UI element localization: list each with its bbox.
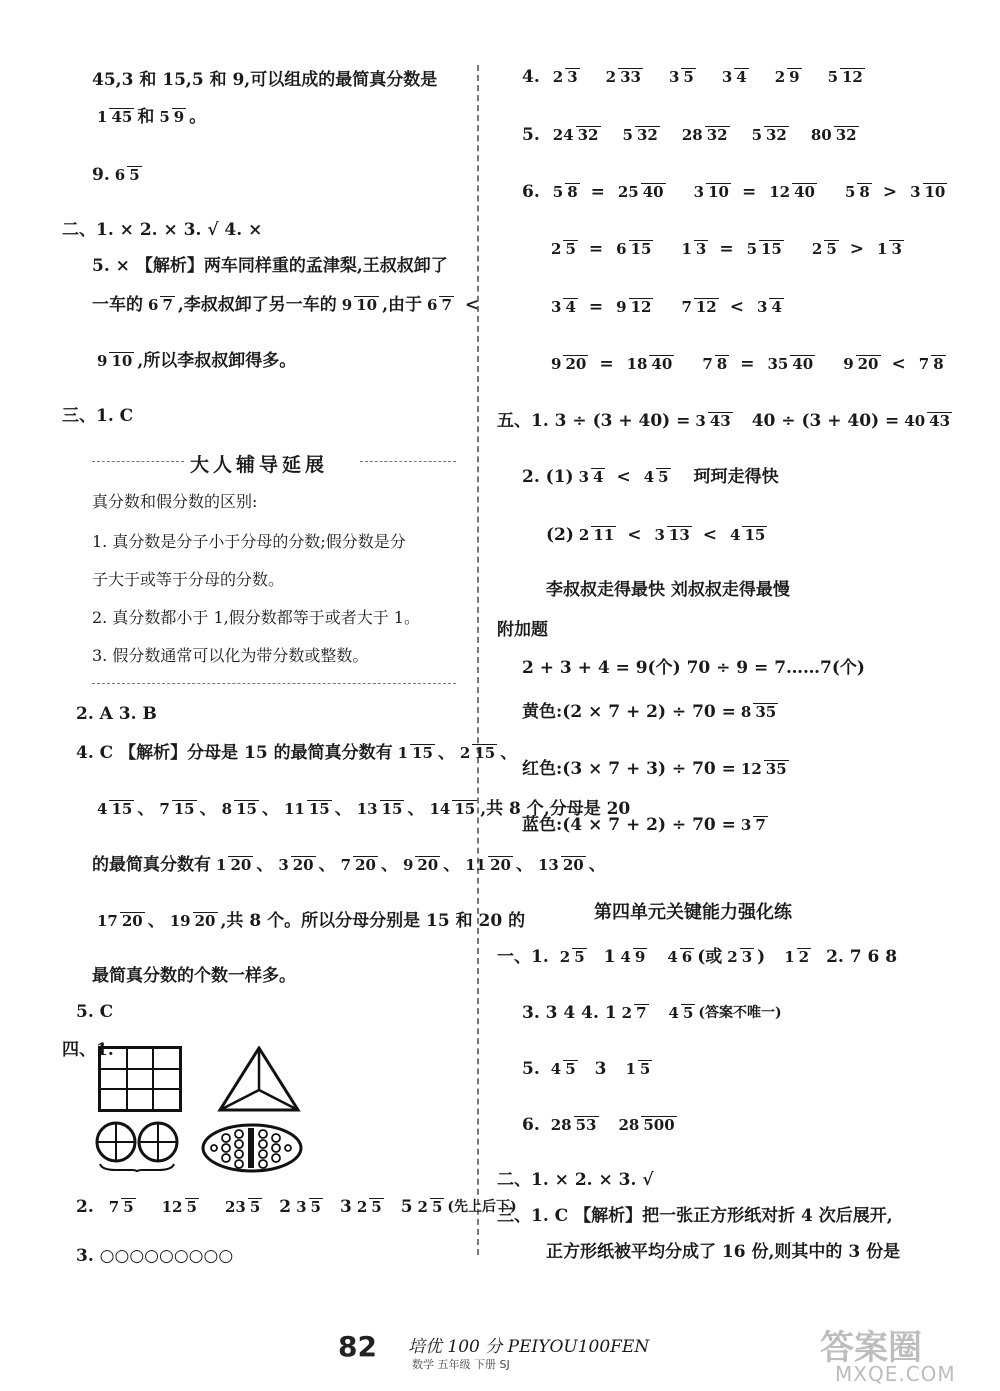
text: ,所以李叔叔卸得多。 bbox=[137, 350, 297, 371]
fraction: 1 2 bbox=[784, 948, 810, 966]
text: 40 ÷ (3 + 40) = bbox=[751, 410, 900, 431]
q5c bbox=[76, 1004, 113, 1021]
text: 李叔叔走得最快 刘叔叔走得最慢 bbox=[546, 580, 790, 600]
dash-bottom bbox=[92, 683, 456, 684]
q4-line-d bbox=[92, 912, 525, 931]
fraction: 3 4 bbox=[721, 68, 747, 86]
fraction: 9 20 bbox=[402, 856, 439, 874]
fraction: 1 45 bbox=[97, 108, 133, 126]
u-sec3-b bbox=[546, 1244, 900, 1261]
fraction: 1 5 bbox=[625, 1060, 651, 1078]
dash-right bbox=[360, 461, 456, 462]
text: 和 bbox=[137, 106, 155, 127]
fraction: 7 12 bbox=[681, 298, 717, 316]
text: 、 bbox=[516, 854, 533, 875]
fraction: 5 32 bbox=[622, 126, 658, 144]
fraction: 1 3 bbox=[681, 240, 707, 258]
text: 、 bbox=[334, 798, 352, 819]
left-line-1 bbox=[92, 72, 437, 89]
fraction: 2 5 bbox=[356, 1198, 382, 1216]
fraction: 3 4 bbox=[757, 298, 782, 316]
q2-left: 2. 7 5 12 5 23 5 2 3 5 3 2 5 5 2 5 (先上后下) bbox=[76, 1196, 517, 1217]
text: 第四单元关键能力强化练 bbox=[594, 902, 792, 923]
tutor-2 bbox=[92, 534, 406, 550]
text: 2. (1) bbox=[522, 466, 574, 487]
triangle-figure bbox=[216, 1046, 302, 1114]
text: 黄色:(2 × 7 + 2) ÷ 70 = bbox=[522, 701, 736, 722]
r-q2-1: 2. (1) 3 4 < 4 5 珂珂走得快 bbox=[522, 466, 779, 487]
fraction: 12 40 bbox=[769, 183, 815, 201]
fraction: 2 7 bbox=[621, 1004, 647, 1022]
text: 5. × 【解析】两车同样重的孟津梨,王叔叔卸了 bbox=[92, 256, 448, 276]
fraction: 3 10 bbox=[910, 183, 946, 201]
tutor-4 bbox=[92, 610, 420, 626]
fraction: 5 15 bbox=[746, 240, 782, 258]
fraction: 11 20 bbox=[465, 856, 511, 874]
fraction: 19 20 bbox=[169, 912, 216, 930]
fraction: 1 3 bbox=[877, 240, 902, 258]
text: ) bbox=[757, 946, 766, 967]
r-q6-2: 2 5 = 6 15 1 3 = 5 15 2 5 > 1 3 bbox=[551, 238, 902, 259]
r-sec5 bbox=[497, 412, 955, 431]
fraction: 28 53 bbox=[550, 1116, 597, 1134]
u-q5 bbox=[522, 1060, 655, 1079]
fraction: 9 20 bbox=[843, 355, 879, 373]
fraction: 2 33 bbox=[605, 68, 641, 86]
text: 、 bbox=[147, 910, 165, 931]
text: 五、1. 3 ÷ (3 + 40) = bbox=[497, 410, 691, 431]
r-q6-1: 6. 5 8 = 25 40 3 10 = 12 40 5 8 > 3 10 bbox=[522, 181, 946, 202]
unit4-title bbox=[594, 904, 792, 922]
fraction: 6 15 bbox=[616, 240, 652, 258]
text: 2. 真分数都小于 1,假分数都等于或者大于 1。 bbox=[92, 608, 420, 627]
u-sec3-a bbox=[497, 1208, 893, 1225]
grid-figure bbox=[98, 1046, 182, 1112]
fraction: 9 10 bbox=[97, 352, 133, 370]
text: 三、1. C 【解析】把一张正方形纸对折 4 次后展开, bbox=[497, 1206, 893, 1226]
text: 三、1. C bbox=[62, 406, 134, 426]
text: 珂珂走得快 bbox=[693, 466, 779, 487]
fraction: 12 5 bbox=[161, 1198, 197, 1216]
fraction: 4 15 bbox=[730, 526, 766, 544]
fraction: 35 40 bbox=[767, 355, 814, 373]
fraction: 8 15 bbox=[221, 800, 257, 818]
fraction: 4 15 bbox=[97, 800, 133, 818]
text: 、 bbox=[588, 854, 606, 875]
fraction: 11 15 bbox=[283, 800, 330, 818]
text: 2. A 3. B bbox=[76, 704, 157, 724]
fraction: 2 5 bbox=[417, 1198, 443, 1216]
fraction: 17 20 bbox=[97, 912, 143, 930]
tutor-5 bbox=[92, 648, 368, 664]
text: 3 bbox=[594, 1058, 607, 1079]
text: 四、1. bbox=[62, 1040, 114, 1060]
fraction: 7 8 bbox=[918, 355, 944, 373]
oval-figure bbox=[200, 1122, 304, 1174]
q3-left bbox=[76, 1248, 233, 1265]
tutor-1 bbox=[92, 494, 257, 510]
fraction: 5 8 bbox=[552, 183, 578, 201]
fraction: 2 9 bbox=[774, 68, 800, 86]
u-q3 bbox=[522, 1004, 782, 1023]
fraction: 2 5 bbox=[559, 948, 585, 966]
fraction: 13 20 bbox=[538, 856, 584, 874]
fraction: 80 32 bbox=[810, 126, 857, 144]
text: 45,3 和 15,5 和 9,可以组成的最简真分数是 bbox=[92, 70, 438, 90]
fraction: 24 32 bbox=[552, 126, 599, 144]
q9 bbox=[92, 166, 145, 185]
page-number: 82 bbox=[338, 1330, 377, 1363]
tutor-3 bbox=[92, 572, 284, 588]
fraction: 7 15 bbox=[159, 800, 195, 818]
u-sec2 bbox=[497, 1172, 654, 1189]
text: 5. C bbox=[76, 1002, 114, 1022]
fraction: 4 9 bbox=[620, 948, 646, 966]
r-q6-3: 3 4 = 9 12 7 12 < 3 4 bbox=[551, 296, 782, 317]
text: 3. 假分数通常可以化为带分数或整数。 bbox=[92, 646, 369, 665]
fraction: 28 32 bbox=[681, 126, 728, 144]
footer-brand: 培优 100 分 PEIYOU100FEN bbox=[408, 1337, 650, 1357]
fraction: 14 15 bbox=[429, 800, 476, 818]
circles-figure bbox=[94, 1120, 184, 1172]
tutor-title: 大人辅导延展 bbox=[190, 454, 329, 476]
fraction: 12 35 bbox=[740, 760, 787, 778]
fraction: 4 5 bbox=[550, 1060, 576, 1078]
text: 5. bbox=[522, 124, 540, 145]
u-q6 bbox=[522, 1116, 680, 1135]
fraction: 9 10 bbox=[341, 296, 378, 314]
fraction: 3 10 bbox=[693, 183, 729, 201]
fraction: 3 5 bbox=[296, 1198, 321, 1216]
fraction: 3 43 bbox=[695, 412, 731, 430]
fraction: 2 11 bbox=[578, 526, 615, 544]
fraction: 7 5 bbox=[108, 1198, 134, 1216]
fraction: 6 7 bbox=[427, 296, 452, 314]
text: (答案不唯一) bbox=[698, 1005, 782, 1022]
u-q1: 一、1. 2 5 1 4 9 4 6 (或 2 3 ) 1 2 2. 7 6 8 bbox=[497, 946, 898, 967]
text: 最简真分数的个数一样多。 bbox=[92, 966, 296, 986]
fraction: 2 3 bbox=[552, 68, 578, 86]
text: 6. bbox=[522, 1114, 540, 1135]
q4-line-a bbox=[76, 744, 517, 763]
r-bonus bbox=[497, 622, 548, 639]
text: ,李叔叔卸了另一车的 bbox=[177, 294, 337, 315]
fraction: 3 4 bbox=[578, 468, 604, 486]
text: 二、1. × 2. × 3. √ 4. × bbox=[62, 220, 263, 240]
fraction: 1 20 bbox=[216, 856, 252, 874]
fraction: 9 20 bbox=[551, 355, 587, 373]
fraction: 23 5 bbox=[224, 1198, 261, 1216]
fraction: 6 7 bbox=[148, 296, 173, 314]
text: 二、1. × 2. × 3. √ bbox=[497, 1170, 654, 1190]
r-q2-2: (2) 2 11 < 3 13 < 4 15 bbox=[546, 524, 766, 545]
text: 、 bbox=[443, 854, 461, 875]
r-b1 bbox=[522, 660, 865, 677]
fraction: 5 32 bbox=[751, 126, 787, 144]
text: ,共 8 个,分母是 20 bbox=[480, 798, 631, 819]
text: 附加题 bbox=[497, 620, 548, 640]
r-q2-3 bbox=[546, 582, 790, 599]
fraction: 4 5 bbox=[643, 468, 669, 486]
fraction: 5 12 bbox=[827, 68, 863, 86]
text: 、 bbox=[500, 742, 518, 763]
text: 、 bbox=[380, 854, 398, 875]
text: 2 + 3 + 4 = 9(个) 70 ÷ 9 = 7……7(个) bbox=[522, 658, 865, 678]
footer-subtitle: 数学 五年级 下册 SJ bbox=[412, 1358, 510, 1371]
fraction: 40 43 bbox=[904, 412, 951, 430]
q4-line-c bbox=[92, 856, 606, 875]
fraction: 28 500 bbox=[618, 1116, 675, 1134]
q5-line-c bbox=[92, 352, 296, 371]
fraction: 3 7 bbox=[740, 816, 766, 834]
r-b2 bbox=[522, 703, 781, 722]
text: 蓝色:(4 × 7 + 2) ÷ 70 = bbox=[522, 814, 736, 835]
q2-3 bbox=[76, 706, 157, 723]
r-q4 bbox=[522, 68, 868, 87]
text: 4. C 【解析】分母是 15 的最简真分数有 bbox=[76, 742, 393, 763]
text: (或 bbox=[697, 946, 723, 967]
text: 真分数和假分数的区别: bbox=[92, 492, 258, 511]
text: 、 bbox=[137, 798, 155, 819]
dash-left bbox=[92, 461, 184, 462]
text: 3. 3 4 4. 1 bbox=[522, 1002, 617, 1023]
text: 、 bbox=[318, 854, 336, 875]
text: (2) bbox=[546, 524, 574, 545]
fraction: 2 15 bbox=[459, 744, 496, 762]
fraction: 4 6 bbox=[667, 948, 693, 966]
text: 红色:(3 × 7 + 3) ÷ 70 = bbox=[522, 758, 736, 779]
text: ,共 8 个。所以分母分别是 15 和 20 的 bbox=[220, 910, 526, 931]
fraction: 2 5 bbox=[811, 240, 837, 258]
fraction: 5 9 bbox=[159, 108, 185, 126]
fraction: 3 20 bbox=[278, 856, 314, 874]
text: 1. 真分数是分子小于分母的分数;假分数是分 bbox=[92, 532, 406, 551]
fraction: 2 3 bbox=[727, 948, 753, 966]
fraction: 13 15 bbox=[356, 800, 403, 818]
text: 的最简真分数有 bbox=[92, 854, 211, 875]
fraction: 5 8 bbox=[844, 183, 870, 201]
fraction: 6 5 bbox=[114, 166, 140, 184]
text: 子大于或等于分母的分数。 bbox=[92, 570, 285, 589]
text: 2. bbox=[76, 1196, 94, 1217]
text: 3. ○○○○○○○○○ bbox=[76, 1246, 234, 1266]
text: 正方形纸被平均分成了 16 份,则其中的 3 份是 bbox=[546, 1242, 901, 1262]
text: 、 bbox=[407, 798, 425, 819]
fraction: 3 4 bbox=[551, 298, 576, 316]
watermark-url: MXQE.COM bbox=[835, 1362, 956, 1386]
text: 9. bbox=[92, 164, 110, 185]
text: 、 bbox=[199, 798, 217, 819]
text: 、 bbox=[261, 798, 279, 819]
text: (先上后下) bbox=[447, 1199, 517, 1216]
fraction: 3 5 bbox=[668, 68, 694, 86]
section-3 bbox=[62, 408, 133, 425]
r-q6-4: 9 20 = 18 40 7 8 = 35 40 9 20 < 7 8 bbox=[551, 353, 944, 374]
text: 6. bbox=[522, 181, 540, 202]
q5-line-a bbox=[92, 258, 448, 275]
watermark-logo: 答案圈 bbox=[820, 1328, 922, 1368]
fraction: 3 13 bbox=[654, 526, 690, 544]
q4-line-e bbox=[92, 968, 296, 985]
text: < bbox=[464, 294, 480, 315]
r-b4 bbox=[522, 816, 771, 835]
r-q5 bbox=[522, 126, 862, 145]
fraction: 7 20 bbox=[340, 856, 376, 874]
r-b3 bbox=[522, 760, 792, 779]
fraction: 18 40 bbox=[626, 355, 673, 373]
text: 一车的 bbox=[92, 294, 143, 315]
fraction: 8 35 bbox=[740, 703, 777, 721]
fraction: 2 5 bbox=[551, 240, 576, 258]
text: ,由于 bbox=[382, 294, 423, 315]
left-line-2 bbox=[92, 108, 206, 127]
text: 4. bbox=[522, 66, 540, 87]
fraction: 1 15 bbox=[397, 744, 433, 762]
text: 、 bbox=[437, 742, 455, 763]
text: 5. bbox=[522, 1058, 540, 1079]
text: 、 bbox=[256, 854, 274, 875]
section-2 bbox=[62, 222, 262, 239]
text: 2. 7 6 8 bbox=[826, 946, 898, 967]
q5-line-b bbox=[92, 296, 487, 315]
fraction: 7 8 bbox=[702, 355, 728, 373]
text: 。 bbox=[189, 106, 207, 127]
fraction: 25 40 bbox=[617, 183, 664, 201]
column-divider bbox=[477, 65, 479, 1255]
text: 一、1. bbox=[497, 946, 549, 967]
fraction: 9 12 bbox=[616, 298, 652, 316]
fraction: 4 5 bbox=[668, 1004, 694, 1022]
